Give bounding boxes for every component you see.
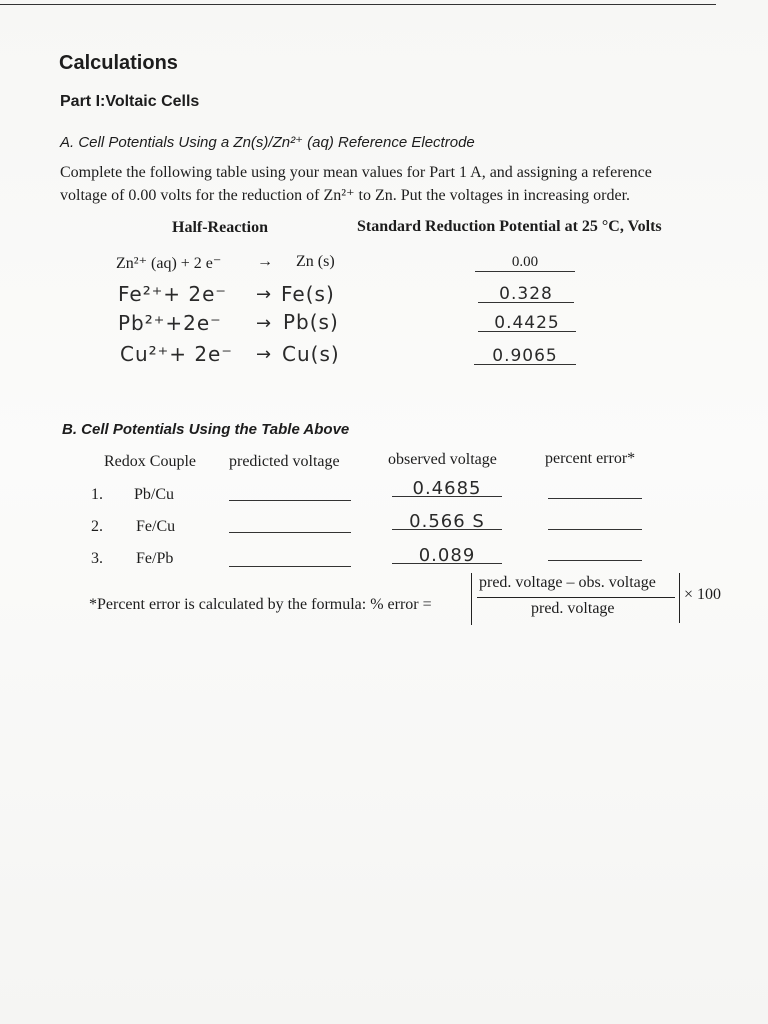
percent-error-field[interactable] [548, 480, 642, 499]
section-title: Calculations [59, 52, 178, 74]
formula-denominator: pred. voltage [531, 600, 615, 617]
potential-blank [474, 346, 576, 365]
col-header-half-reaction: Half-Reaction [172, 219, 268, 236]
predicted-voltage-field[interactable] [229, 548, 351, 567]
observed-voltage-field[interactable] [392, 545, 502, 564]
observed-voltage-field[interactable] [392, 511, 502, 530]
row-number: 1. [91, 486, 103, 503]
fraction-bar [477, 597, 675, 598]
potential-value: 0.328 [499, 284, 553, 304]
redox-couple: Pb/Cu [134, 486, 175, 503]
potential-blank [475, 253, 575, 272]
abs-bar-left [471, 573, 472, 625]
col-header-observed: observed voltage [388, 451, 497, 468]
arrow: → [256, 313, 273, 334]
formula-numerator: pred. voltage – obs. voltage [479, 574, 656, 591]
potential-value: 0.9065 [492, 346, 558, 366]
row-number: 3. [91, 550, 103, 567]
observed-voltage-value: 0.4685 [412, 478, 482, 499]
potential-blank [478, 313, 576, 332]
col-header-predicted: predicted voltage [229, 453, 340, 470]
col-header-potential: Standard Reduction Potential at 25 °C, Volts [357, 218, 662, 235]
part-b-heading: B. Cell Potentials Using the Table Above [62, 421, 350, 438]
product: Cu(s) [282, 342, 340, 366]
col-header-redox: Redox Couple [104, 453, 196, 470]
part-a-heading: A. Cell Potentials Using a Zn(s)/Zn²⁺ (aq) Reference Electrode [60, 134, 475, 151]
percent-error-field[interactable] [548, 542, 642, 561]
potential-blank [478, 284, 574, 303]
redox-couple: Fe/Pb [136, 550, 174, 567]
arrow: → [257, 253, 273, 270]
reactant: Pb²⁺+2e⁻ [118, 311, 222, 335]
reactant: Zn²⁺ (aq) + 2 e⁻ [116, 255, 222, 272]
formula-multiplier: × 100 [684, 586, 722, 603]
observed-voltage-field[interactable] [392, 478, 502, 497]
predicted-voltage-field[interactable] [229, 514, 351, 533]
instructions-line-1: Complete the following table using your mean values for Part 1 A, and assigning a reference [60, 164, 652, 181]
arrow: → [256, 344, 273, 365]
formula-note: *Percent error is calculated by the formula: % error = [89, 596, 432, 613]
potential-value: 0.00 [511, 254, 539, 270]
row-number: 2. [91, 518, 103, 535]
redox-couple: Fe/Cu [136, 518, 176, 535]
predicted-voltage-field[interactable] [229, 482, 351, 501]
col-header-error: percent error* [545, 450, 636, 467]
percent-error-field[interactable] [548, 511, 642, 530]
product: Pb(s) [283, 310, 339, 334]
arrow: → [256, 284, 273, 305]
top-rule [0, 0, 716, 5]
product: Fe(s) [281, 282, 335, 306]
potential-value: 0.4425 [494, 313, 560, 333]
reactant: Cu²⁺+ 2e⁻ [120, 342, 233, 366]
observed-voltage-value: 0.089 [418, 545, 476, 566]
observed-voltage-value: 0.566 S [409, 511, 485, 532]
instructions-line-2: voltage of 0.00 volts for the reduction of Zn²⁺ to Zn. Put the voltages in increasing order. [60, 187, 631, 204]
product: Zn (s) [296, 253, 335, 270]
abs-bar-right [679, 573, 680, 623]
part-title: Part I:Voltaic Cells [60, 93, 200, 110]
reactant: Fe²⁺+ 2e⁻ [118, 282, 227, 306]
